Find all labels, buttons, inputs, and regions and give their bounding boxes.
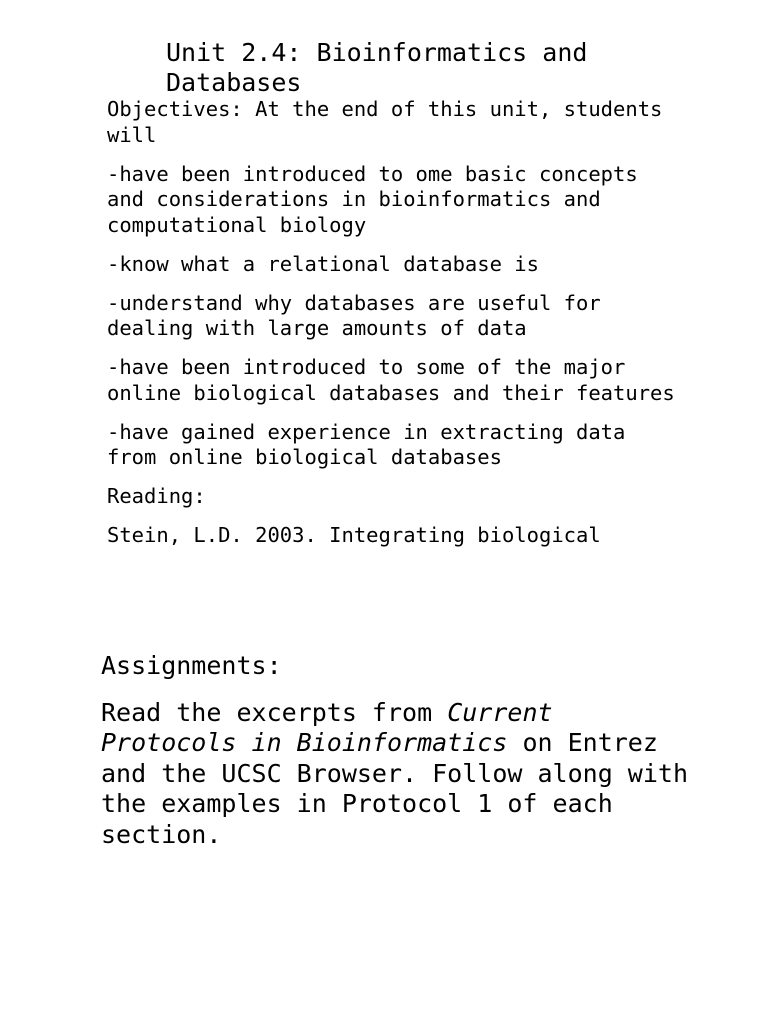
objectives-intro: Objectives: At the end of this unit, students will [107, 97, 663, 147]
assignments-text [101, 698, 701, 851]
assignments-book-title: Current Protocols in Bioinformatics [101, 697, 553, 757]
objective-item: -have been introduced to ome basic concepts and considerations in bioinformatics and computational biology [107, 161, 638, 237]
objective-item: -understand why databases are useful for dealing with large amounts of data [107, 290, 601, 340]
assignments-heading: Assignments: [101, 651, 282, 680]
objective-item: -have gained experience in extracting data from online biological databases [107, 419, 626, 469]
objective-item: -have been introduced to some of the major online biological databases and their features [107, 355, 675, 405]
reading-citation: Stein, L.D. 2003. Integrating biological [107, 523, 601, 547]
assignments-text-before: Read the excerpts from [101, 697, 448, 727]
assignments-section [101, 651, 701, 866]
reading-label: Reading: [107, 484, 206, 508]
page-title: Unit 2.4: Bioinformatics and Databases [166, 38, 588, 97]
objective-item: -know what a relational database is [107, 251, 539, 276]
assignments-text-after: on Entrez and the UCSC Browser. Follow along with the examples in Protocol 1 of each section. [101, 728, 688, 849]
objectives-section [107, 97, 687, 562]
